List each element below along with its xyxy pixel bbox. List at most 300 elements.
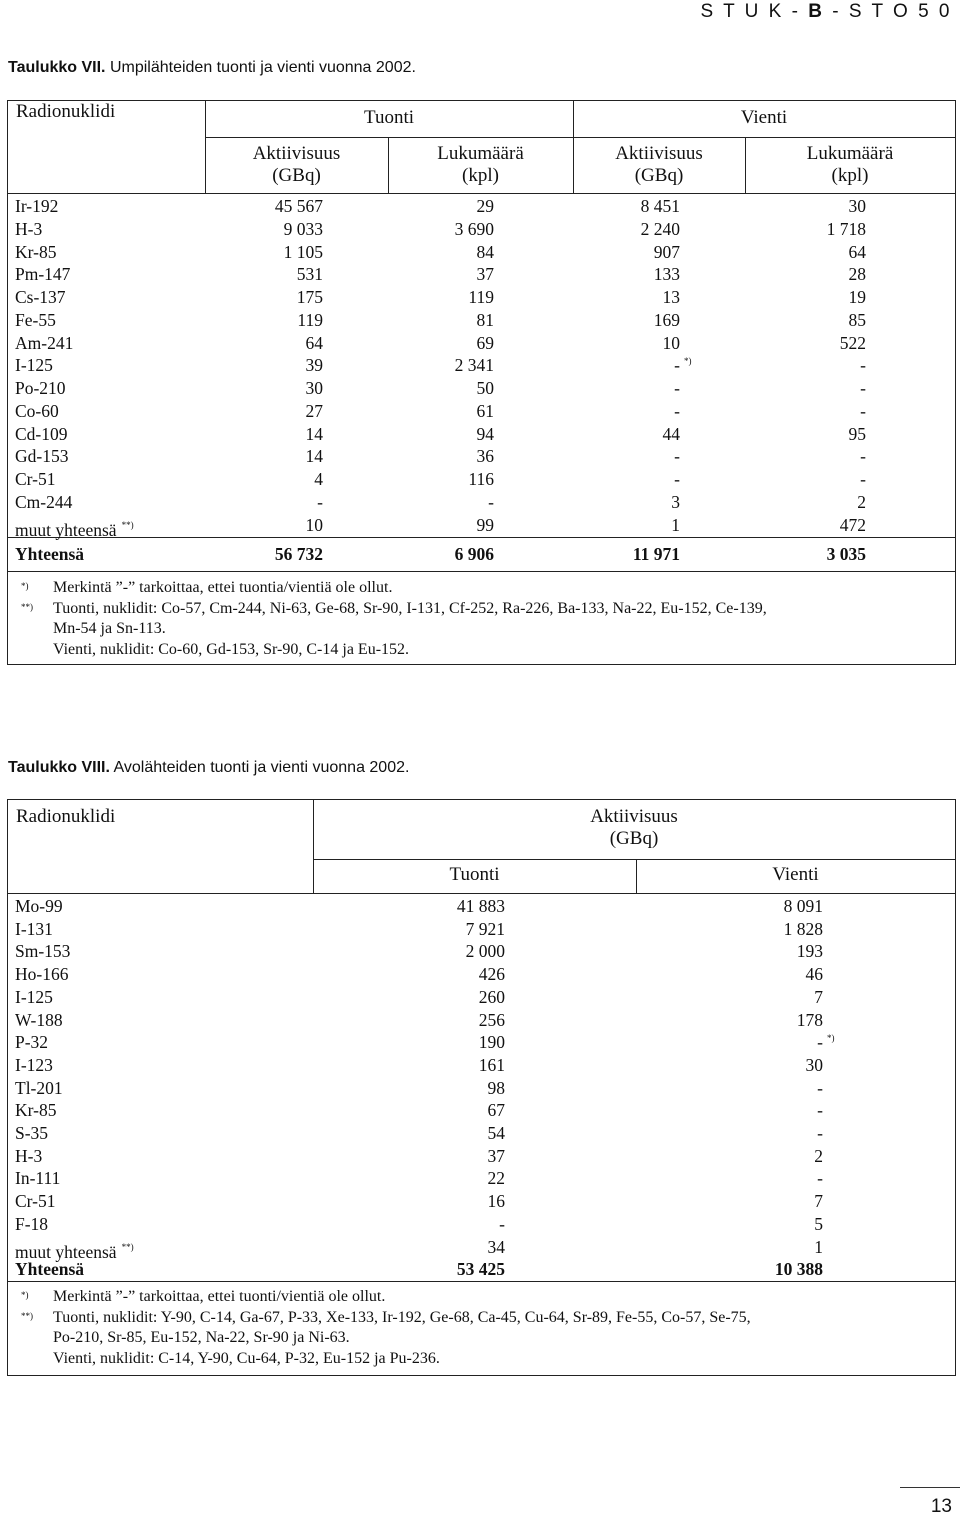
export-activity-text: - — [817, 1168, 823, 1189]
col-header-export: Vienti — [772, 864, 819, 885]
import-activity — [313, 1213, 505, 1236]
table8-caption-text: Avolähteiden tuonti ja vienti vuonna 2002. — [109, 759, 410, 776]
export-activity — [636, 963, 823, 986]
divider — [8, 893, 955, 894]
export-count — [745, 195, 866, 218]
export-activity — [636, 986, 823, 1009]
import-count-text: 94 — [476, 423, 494, 444]
import-activity-text: 16 — [487, 1191, 505, 1212]
import-activity-text: 67 — [487, 1100, 505, 1121]
import-count-text: 69 — [476, 332, 494, 353]
nuclide-name-text: Kr-85 — [15, 1100, 57, 1121]
divider — [205, 137, 955, 138]
import-activity — [313, 1145, 505, 1168]
col-header-activity — [313, 806, 955, 850]
nuclide-name-text: Cr-51 — [15, 469, 56, 489]
table8-caption-number: Taulukko VIII. — [8, 759, 110, 776]
header-count-unit: (kpl) — [831, 165, 869, 186]
import-activity-text: 34 — [487, 1236, 505, 1257]
import-count-text: 29 — [476, 196, 494, 216]
nuclide-name — [15, 963, 68, 986]
export-activity — [573, 468, 680, 491]
export-activity-text: - — [817, 1077, 823, 1098]
import-activity — [205, 491, 323, 514]
import-count — [388, 377, 494, 400]
import-activity — [313, 1099, 505, 1122]
import-activity — [313, 940, 505, 963]
import-activity-text: 256 — [478, 1009, 505, 1030]
header-activity-unit: (GBq) — [634, 165, 684, 186]
nuclide-name — [15, 1145, 42, 1168]
col-header-export-activity — [573, 143, 745, 187]
export-activity-text: 46 — [805, 964, 823, 985]
export-activity — [636, 1077, 823, 1100]
import-activity — [205, 286, 323, 309]
import-count-text: 84 — [476, 241, 494, 262]
export-activity — [573, 445, 680, 468]
footnote — [21, 1308, 751, 1329]
nuclide-name-text: H-3 — [15, 218, 43, 239]
import-count — [388, 491, 494, 514]
export-activity-text: 7 — [814, 986, 823, 1007]
export-count-text: 30 — [848, 196, 866, 216]
export-activity-text: 193 — [796, 941, 823, 962]
total-export-activity: 11 971 — [632, 544, 680, 564]
export-activity — [573, 354, 692, 377]
footnote-text: Merkintä ”-” tarkoittaa, ettei tuontia/vientiä ole ollut. — [53, 579, 393, 596]
page-number: 13 — [930, 1496, 952, 1517]
export-activity-text: - — [674, 446, 680, 467]
import-activity — [313, 1190, 505, 1213]
import-count-text: 36 — [476, 446, 494, 467]
import-activity — [205, 195, 323, 218]
divider — [8, 571, 955, 572]
divider — [8, 1281, 955, 1282]
export-activity-text: - — [674, 378, 680, 398]
export-activity-text: 30 — [805, 1054, 823, 1075]
nuclide-name — [15, 1009, 63, 1032]
import-activity — [313, 1077, 505, 1100]
nuclide-name-text: Fe-55 — [15, 309, 56, 330]
export-count — [745, 423, 866, 446]
export-activity — [636, 1009, 823, 1032]
header-prefix: S T U K - — [700, 1, 801, 22]
import-activity — [205, 241, 323, 264]
footnote-continuation: Vienti, nuklidit: Co-60, Gd-153, Sr-90, C-14 ja Eu-152. — [53, 640, 410, 658]
import-count-text: 50 — [476, 378, 494, 398]
import-activity — [313, 1031, 505, 1054]
nuclide-name-text: In-111 — [15, 1168, 61, 1189]
import-activity-text: - — [499, 1213, 505, 1234]
export-activity-text: 2 — [814, 1145, 823, 1166]
nuclide-name-text: Mo-99 — [15, 896, 63, 916]
footnote-marker: **) — [21, 601, 33, 612]
import-activity-text: 260 — [478, 986, 505, 1007]
total-label: Yhteensä — [15, 1259, 85, 1279]
nuclide-name — [15, 468, 55, 491]
nuclide-name — [15, 445, 68, 468]
export-activity-text: 1 828 — [783, 918, 823, 939]
import-activity-text: 10 — [305, 514, 323, 535]
footnote-text: Tuonti, nuklidit: Co-57, Cm-244, Ni-63, Ge-68, Sr-90, I-131, Cf-252, Ra-226, Ba-133, Na-22, Eu-152, Ce-139, — [53, 599, 767, 617]
nuclide-name-text: Cd-109 — [15, 423, 68, 444]
page-number-rule — [900, 1487, 960, 1488]
export-count — [745, 491, 866, 514]
export-activity — [636, 1190, 823, 1213]
header-activity-unit: (GBq) — [609, 828, 659, 849]
export-count-text: 95 — [848, 423, 866, 444]
header-suffix: - S T O 5 0 — [832, 1, 952, 22]
import-count — [388, 423, 494, 446]
divider — [313, 859, 955, 860]
col-header-import: Tuonti — [449, 864, 500, 885]
import-activity-text: 30 — [305, 378, 323, 398]
export-activity — [573, 400, 680, 423]
import-activity-text: 426 — [478, 964, 505, 985]
import-count — [388, 468, 494, 491]
import-activity-text: 119 — [297, 309, 323, 330]
export-activity — [573, 491, 680, 514]
import-activity-text: 14 — [305, 423, 323, 444]
table7-caption-number: Taulukko VII. — [8, 59, 106, 76]
nuclide-name — [15, 940, 70, 963]
export-activity-text: - — [674, 355, 680, 376]
export-count-text: - — [860, 400, 866, 421]
import-activity-text: 14 — [305, 446, 323, 467]
total-import-count: 6 906 — [454, 544, 494, 564]
total-label: Yhteensä — [15, 544, 85, 564]
footnote — [21, 1287, 751, 1308]
import-activity — [313, 963, 505, 986]
export-activity — [573, 332, 680, 355]
footnote-text: Merkintä ”-” tarkoittaa, ettei tuonti/vientiä ole ollut. — [53, 1288, 386, 1305]
nuclide-name — [15, 986, 53, 1009]
nuclide-name-text: Co-60 — [15, 400, 59, 421]
import-activity-text: 1 105 — [283, 241, 323, 262]
import-activity — [313, 1167, 505, 1190]
export-activity-text: - — [817, 1123, 823, 1143]
footnote — [21, 599, 767, 620]
nuclide-name — [15, 400, 59, 423]
import-activity — [205, 354, 323, 377]
import-count — [388, 332, 494, 355]
header-activity: Aktiivisuus — [252, 143, 341, 164]
import-activity-text: 175 — [296, 287, 323, 307]
export-activity — [636, 940, 823, 963]
export-activity-text: - — [674, 469, 680, 489]
nuclide-name — [15, 1099, 56, 1122]
export-activity — [573, 514, 680, 537]
col-group-import: Tuonti — [364, 107, 414, 128]
import-activity — [313, 1122, 505, 1145]
export-activity — [573, 286, 680, 309]
import-activity — [205, 400, 323, 423]
export-activity — [636, 1145, 823, 1168]
import-activity-text: 9 033 — [283, 218, 323, 239]
col-group-export: Vienti — [740, 107, 788, 128]
table7-caption-text: Umpilähteiden tuonti ja vienti vuonna 2002. — [105, 59, 416, 76]
table8-footnotes — [21, 1287, 751, 1369]
footnote — [21, 578, 767, 599]
export-count-text: 1 718 — [826, 218, 866, 239]
export-count — [745, 377, 866, 400]
export-count — [745, 400, 866, 423]
import-count — [388, 400, 494, 423]
nuclide-name-text: Gd-153 — [15, 446, 69, 467]
nuclide-name — [15, 1031, 48, 1054]
nuclide-name — [15, 1077, 63, 1100]
nuclide-name-text: Cr-51 — [15, 1191, 56, 1212]
export-count — [745, 445, 866, 468]
nuclide-name — [15, 195, 58, 218]
footnote-continuation: Po-210, Sr-85, Eu-152, Na-22, Sr-90 ja Ni-63. — [53, 1329, 350, 1346]
import-activity — [205, 309, 323, 332]
divider — [8, 537, 955, 538]
table8 — [7, 799, 956, 1376]
nuclide-name-text: Cs-137 — [15, 287, 66, 307]
import-count-text: 81 — [476, 309, 494, 330]
header-activity-unit: (GBq) — [272, 165, 321, 186]
footnote-continuation: Vienti, nuklidit: C-14, Y-90, Cu-64, P-32, Eu-152 ja Pu-236. — [53, 1349, 440, 1367]
nuclide-name-text: Ho-166 — [15, 964, 69, 985]
export-activity-text: 5 — [814, 1213, 823, 1234]
export-activity — [573, 195, 680, 218]
export-activity-text: 13 — [662, 287, 680, 307]
nuclide-name — [15, 1190, 55, 1213]
col-header-import-activity — [205, 143, 388, 187]
import-count-text: 116 — [468, 469, 494, 489]
nuclide-name-text: Sm-153 — [15, 941, 71, 962]
import-activity — [205, 218, 323, 241]
export-activity — [636, 1031, 835, 1054]
import-count — [388, 241, 494, 264]
export-activity-text: 2 240 — [640, 218, 680, 239]
nuclide-name — [15, 332, 73, 355]
total-import-activity: 56 732 — [274, 544, 323, 564]
nuclide-name-text: I-125 — [15, 986, 53, 1007]
table7 — [7, 100, 956, 665]
export-activity — [573, 263, 680, 286]
export-activity — [636, 1167, 823, 1190]
export-activity-text: 8 091 — [783, 896, 823, 916]
import-count — [388, 354, 494, 377]
export-count — [745, 309, 866, 332]
import-activity — [205, 332, 323, 355]
export-count — [745, 218, 866, 241]
export-activity-text: 178 — [796, 1009, 823, 1030]
import-activity-text: 190 — [478, 1032, 505, 1053]
export-activity — [573, 423, 680, 446]
nuclide-name-text: P-32 — [15, 1032, 49, 1053]
nuclide-name — [15, 491, 72, 514]
export-activity-text: 10 — [662, 332, 680, 353]
nuclide-name — [15, 241, 56, 264]
import-activity — [313, 986, 505, 1009]
export-activity — [573, 241, 680, 264]
nuclide-name-text: Po-210 — [15, 378, 66, 398]
import-activity — [205, 423, 323, 446]
running-header — [701, 1, 952, 23]
total-export: 10 388 — [774, 1259, 823, 1279]
nuclide-name-text: S-35 — [15, 1123, 49, 1143]
nuclide-name-text: H-3 — [15, 1145, 43, 1166]
import-activity-text: 37 — [487, 1145, 505, 1166]
export-count-text: 2 — [857, 491, 866, 512]
col-header-nuclide: Radionuklidi — [16, 806, 116, 827]
nuclide-name — [15, 918, 53, 941]
import-activity-text: 54 — [487, 1123, 505, 1143]
footnote-marker: **) — [21, 1310, 33, 1321]
footnote-marker: *) — [827, 1033, 835, 1044]
table7-footnotes — [21, 578, 767, 660]
nuclide-name-text: I-123 — [15, 1054, 53, 1075]
import-count — [388, 263, 494, 286]
import-count-text: 61 — [476, 400, 494, 421]
export-activity — [636, 1236, 823, 1259]
export-activity-text: 3 — [671, 491, 680, 512]
header-count-unit: (kpl) — [462, 165, 499, 186]
export-count — [745, 514, 866, 537]
import-activity-text: 7 921 — [465, 918, 505, 939]
export-count-text: 522 — [839, 332, 866, 353]
nuclide-name — [15, 286, 66, 309]
nuclide-name-text: I-131 — [15, 918, 53, 939]
nuclide-name — [15, 263, 70, 286]
import-activity — [205, 445, 323, 468]
footnote-marker: **) — [121, 519, 134, 530]
import-activity-text: 98 — [487, 1077, 505, 1098]
import-count — [388, 218, 494, 241]
nuclide-name — [15, 218, 42, 241]
nuclide-name — [15, 1122, 48, 1145]
nuclide-name-text: F-18 — [15, 1213, 49, 1234]
nuclide-name — [15, 354, 53, 377]
import-count-text: 119 — [468, 287, 494, 307]
nuclide-name — [15, 514, 134, 542]
nuclide-name — [15, 309, 56, 332]
export-count-text: 64 — [848, 241, 866, 262]
table8-caption — [8, 759, 409, 777]
nuclide-name-text: W-188 — [15, 1009, 63, 1030]
divider — [8, 193, 955, 194]
export-activity-text: - — [817, 1100, 823, 1121]
footnote-marker: **) — [121, 1241, 134, 1252]
import-activity-text: 27 — [305, 400, 323, 421]
footnote-continuation: Mn-54 ja Sn-113. — [53, 620, 166, 637]
nuclide-name-text: Cm-244 — [15, 491, 73, 512]
export-activity-text: - — [817, 1032, 823, 1053]
col-header-import-count — [388, 143, 573, 187]
footnote-marker: *) — [684, 356, 692, 367]
import-count-text: 3 690 — [454, 218, 494, 239]
import-activity — [313, 1054, 505, 1077]
import-activity — [313, 895, 505, 918]
footnote-marker: *) — [21, 581, 29, 591]
import-count-text: 99 — [476, 514, 494, 535]
table7-caption — [8, 59, 416, 77]
header-activity: Aktiivisuus — [615, 143, 703, 164]
export-count-text: 85 — [848, 309, 866, 330]
import-activity — [205, 263, 323, 286]
total-import: 53 425 — [456, 1259, 505, 1279]
nuclide-name — [15, 1213, 48, 1236]
export-count-text: 19 — [848, 287, 866, 307]
nuclide-name-text: Pm-147 — [15, 264, 71, 285]
export-activity-text: 907 — [653, 241, 680, 262]
col-header-export-count — [745, 143, 955, 187]
export-activity — [636, 1054, 823, 1077]
nuclide-name-text: Ir-192 — [15, 196, 59, 216]
import-activity-text: 45 567 — [274, 196, 323, 216]
import-count — [388, 286, 494, 309]
import-activity — [313, 1236, 505, 1259]
nuclide-name-text: Am-241 — [15, 332, 74, 353]
export-activity — [636, 895, 823, 918]
import-count-text: - — [488, 491, 494, 512]
header-count: Lukumäärä — [806, 143, 894, 164]
import-activity-text: 64 — [305, 332, 323, 353]
export-activity — [573, 218, 680, 241]
import-activity — [313, 918, 505, 941]
import-count — [388, 445, 494, 468]
export-activity — [573, 377, 680, 400]
header-series-letter: B — [808, 1, 825, 22]
import-activity-text: 161 — [478, 1054, 505, 1075]
export-count-text: 28 — [848, 264, 866, 285]
export-activity — [636, 1122, 823, 1145]
import-activity — [205, 514, 323, 537]
nuclide-name — [15, 377, 66, 400]
export-activity-text: 7 — [814, 1191, 823, 1212]
export-activity-text: 1 — [671, 514, 680, 535]
nuclide-name-text: muut yhteensä — [15, 1241, 117, 1262]
nuclide-name — [15, 895, 63, 918]
import-activity-text: 22 — [487, 1168, 505, 1189]
export-count — [745, 332, 866, 355]
export-count — [745, 263, 866, 286]
export-count-text: - — [860, 469, 866, 489]
export-activity-text: 44 — [662, 423, 680, 444]
import-activity — [313, 1009, 505, 1032]
export-activity — [636, 1213, 823, 1236]
header-activity: Aktiivisuus — [590, 806, 678, 827]
nuclide-name-text: I-125 — [15, 355, 53, 376]
import-count — [388, 514, 494, 537]
import-count-text: 2 341 — [454, 355, 494, 376]
export-count-text: - — [860, 446, 866, 467]
export-activity-text: - — [674, 400, 680, 421]
export-activity — [636, 1099, 823, 1122]
import-count-text: 37 — [476, 264, 494, 285]
import-activity-text: 531 — [296, 264, 323, 285]
header-count: Lukumäärä — [437, 143, 524, 164]
nuclide-name-text: Kr-85 — [15, 241, 57, 262]
import-activity-text: 2 000 — [465, 941, 505, 962]
import-activity-text: 41 883 — [456, 896, 505, 916]
footnote-marker: *) — [21, 1290, 29, 1300]
export-activity — [573, 309, 680, 332]
export-count — [745, 468, 866, 491]
export-activity-text: 169 — [653, 309, 680, 330]
import-activity — [205, 468, 323, 491]
import-activity-text: 39 — [305, 355, 323, 376]
import-activity — [205, 377, 323, 400]
import-count — [388, 195, 494, 218]
export-count-text: - — [860, 378, 866, 398]
nuclide-name-text: muut yhteensä — [15, 519, 117, 540]
export-activity — [636, 918, 823, 941]
footnote-text: Tuonti, nuklidit: Y-90, C-14, Ga-67, P-33, Xe-133, Ir-192, Ge-68, Ca-45, Cu-64, Sr-89, Fe-55, Co-57, Se-75, — [53, 1308, 751, 1326]
